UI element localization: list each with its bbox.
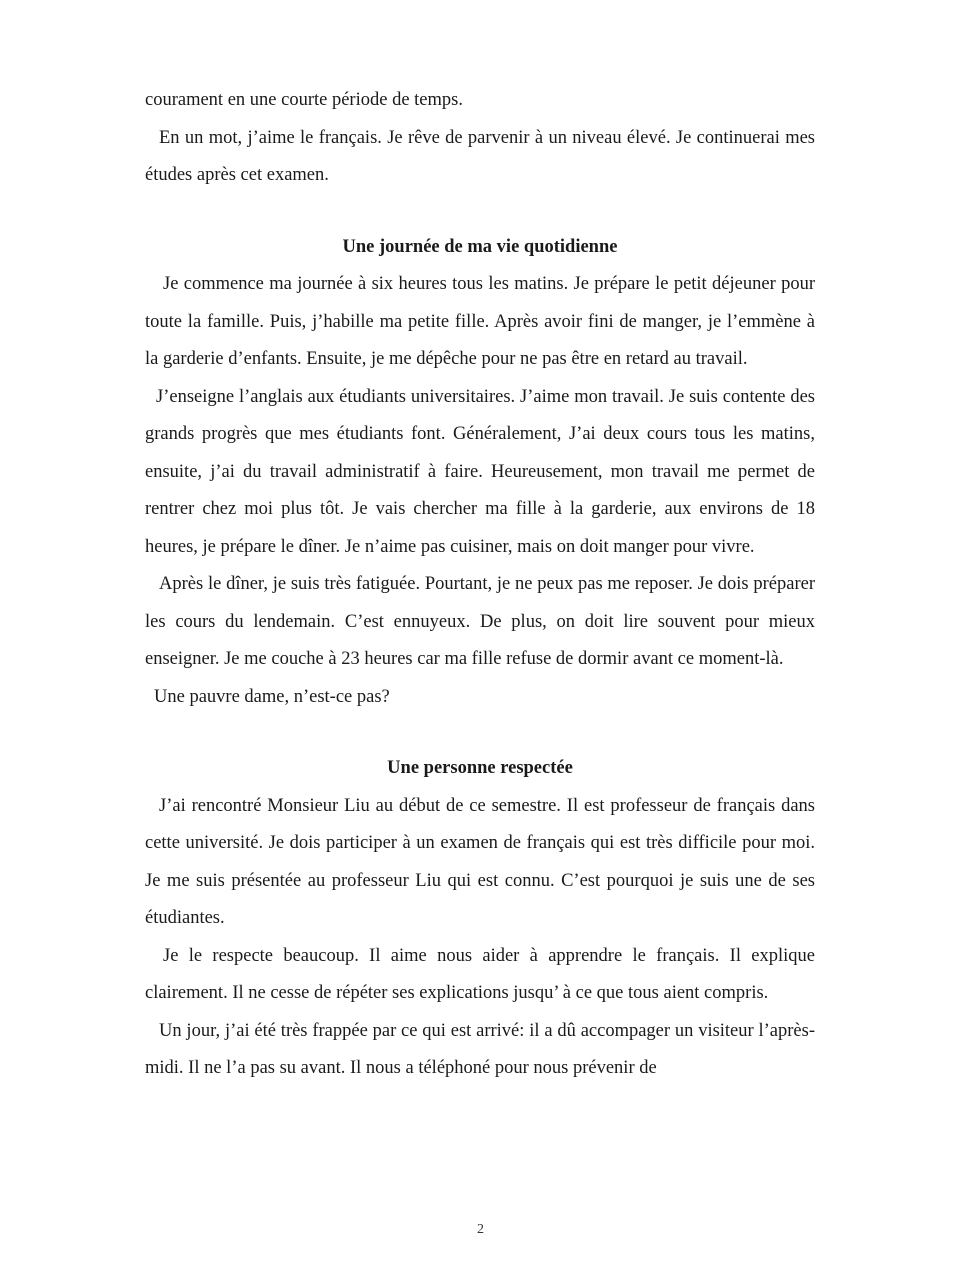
paragraph: Après le dîner, je suis très fatiguée. Pourtant, je ne peux pas me reposer. Je dois préparer les cours du lendemain. C’est ennuyeux. De plus, on doit lire souvent pour mieux enseigner. Je me couche à 23 heures car ma fille refuse de dormir avant ce moment-là.: [145, 574, 815, 669]
paragraph: Une pauvre dame, n’est-ce pas?: [154, 686, 390, 707]
paragraph: Je le respecte beaucoup. Il aime nous aider à apprendre le français. Il explique clairement. Il ne cesse de répéter ses explications jusqu’ à ce que tous aient compris.: [145, 945, 815, 1003]
paragraph: J’enseigne l’anglais aux étudiants universitaires. J’aime mon travail. Je suis contente des grands progrès que mes étudiants font. Généralement, J’ai deux cours tous les matins, ensuite, j’ai du travail administratif à faire. Heureusement, mon travail me permet de rentrer chez moi plus tôt. Je vais chercher ma fille à la garderie, aux environs de 18 heures, je prépare le dîner. Je n’aime pas cuisiner, mais on doit manger pour vivre.: [145, 386, 815, 557]
section-title: Une journée de ma vie quotidienne: [342, 236, 618, 257]
section-gap: [145, 195, 815, 229]
section-title: Une personne respectée: [387, 758, 573, 778]
document-page: [145, 82, 815, 1088]
section-gap: [145, 716, 815, 750]
paragraph: courament en une courte période de temps.: [145, 90, 463, 110]
paragraph: J’ai rencontré Monsieur Liu au début de ce semestre. Il est professeur de français dans cette université. Je dois participer à un examen de français qui est très difficile pour moi. Je me suis présentée au professeur Liu qui est connu. C’est pourquoi je suis une de ses étudiantes.: [145, 795, 815, 928]
paragraph: Je commence ma journée à six heures tous les matins. Je prépare le petit déjeuner pour toute la famille. Puis, j’habille ma petite fille. Après avoir fini de manger, je l’emmène à la garderie d’enfants. Ensuite, je me dépêche pour ne pas être en retard au travail.: [145, 274, 815, 369]
paragraph: Un jour, j’ai été très frappée par ce qui est arrivé: il a dû accompager un visiteur l’après-midi. Il ne l’a pas su avant. Il nous a téléphoné pour nous prévenir de: [145, 1020, 815, 1078]
paragraph: En un mot, j’aime le français. Je rêve de parvenir à un niveau élevé. Je continuerai mes études après cet examen.: [145, 127, 815, 185]
page-number: 2: [477, 1222, 484, 1237]
